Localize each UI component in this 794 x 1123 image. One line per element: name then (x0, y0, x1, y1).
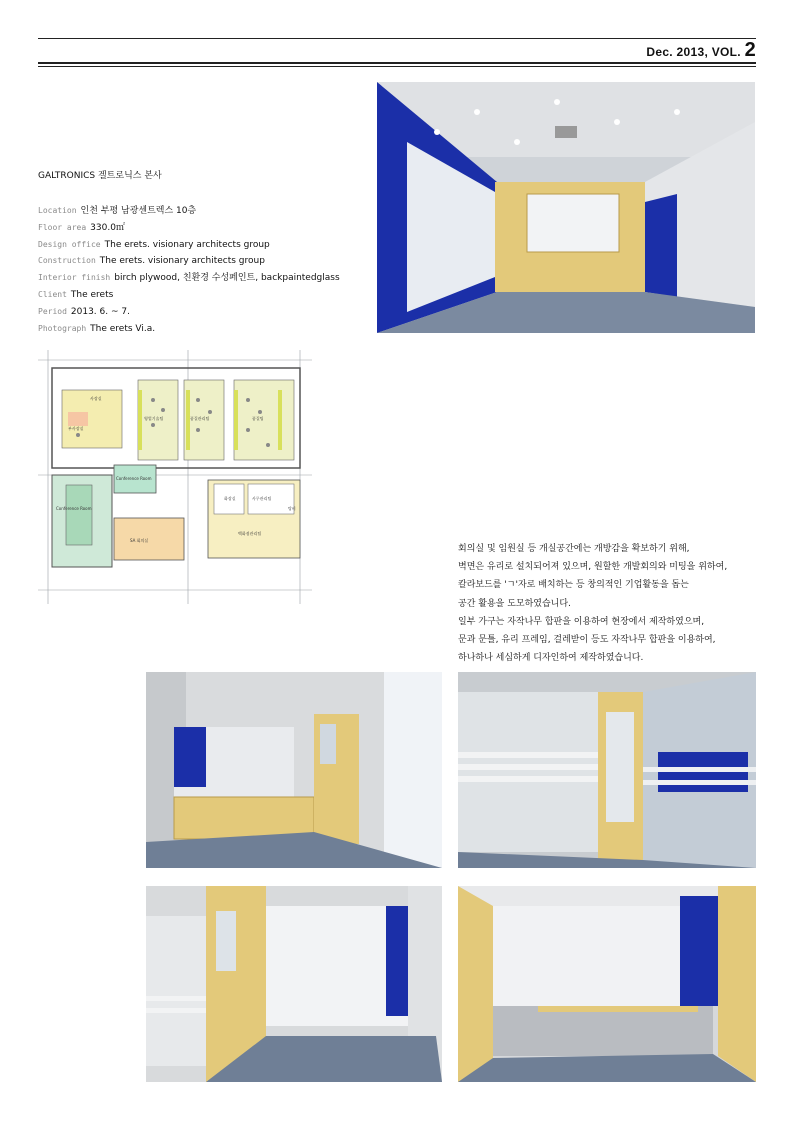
description-line: 칼라보드를 'ㄱ'자로 배치하는 등 창의적인 기업활동을 돕는 (458, 580, 689, 591)
issue-label (646, 40, 756, 60)
issue-number: 2 (744, 39, 756, 61)
detail-interior-finish: Interior finish birch plywood, 친환경 수성페인트, backpaintedglass (38, 273, 340, 284)
description-line: 문과 문틀, 유리 프레임, 걸레받이 등도 자작나무 합판을 이용하여, (458, 635, 716, 646)
description (458, 540, 727, 667)
detail-period: Period 2013. 6. ~ 7. (38, 306, 130, 317)
detail-floor-area: Floor area 330.0㎡ (38, 222, 125, 233)
photo-whiteboard-wall (458, 886, 756, 1082)
svg-text:탕비: 탕비 (288, 506, 296, 511)
header-rule-thin (38, 66, 756, 67)
project-details (38, 203, 340, 337)
svg-text:영업기술팀: 영업기술팀 (144, 416, 164, 421)
description-line: 하나하나 세심하게 디자인하여 제작하였습니다. (458, 653, 644, 664)
description-line: 회의실 및 임원실 등 개실공간에는 개방감을 확보하기 위해, (458, 544, 690, 554)
svg-text:품질팀: 품질팀 (252, 416, 264, 421)
header-rule (38, 38, 756, 39)
description-line: 벽면은 유리로 설치되어져 있으며, 원할한 개발회의와 미팅을 위하여, (458, 562, 728, 573)
svg-text:Conference Room: Conference Room (56, 506, 92, 511)
detail-construction: Construction The erets. visionary architects group (38, 256, 265, 267)
photo-meeting-room (146, 886, 442, 1082)
detail-design-office: Design office The erets. visionary architects group (38, 239, 270, 250)
floor-plan (38, 350, 312, 604)
svg-text:부사장실: 부사장실 (68, 426, 84, 431)
svg-text:사장실: 사장실 (90, 396, 102, 401)
svg-text:품질관리팀: 품질관리팀 (190, 416, 210, 421)
description-line: 공간 활용을 도모하였습니다. (458, 598, 571, 609)
photo-glass-door (458, 672, 756, 868)
detail-location: Location 인천 부평 남광센트렉스 10층 (38, 206, 197, 216)
header-rule-thick (38, 62, 756, 64)
detail-photograph: Photograph The erets Vi.a. (38, 323, 156, 334)
photo-office-corner (146, 672, 442, 868)
svg-text:백화점관리팀: 백화점관리팀 (238, 531, 262, 536)
description-line: 일부 가구는 자작나무 합판을 이용하여 현장에서 제작하였으며, (458, 616, 705, 627)
issue-text: Dec. 2013, VOL. (646, 45, 741, 59)
svg-text:화장실: 화장실 (224, 496, 236, 501)
svg-text:Conference Room: Conference Room (116, 476, 152, 481)
svg-text:SA 회의실: SA 회의실 (130, 538, 149, 543)
svg-text:사무관리팀: 사무관리팀 (252, 496, 272, 501)
detail-client: Client The erets (38, 289, 114, 300)
project-title: GALTRONICS 겔트로닉스 본사 (38, 171, 162, 181)
photo-main-conference-room (377, 82, 755, 333)
